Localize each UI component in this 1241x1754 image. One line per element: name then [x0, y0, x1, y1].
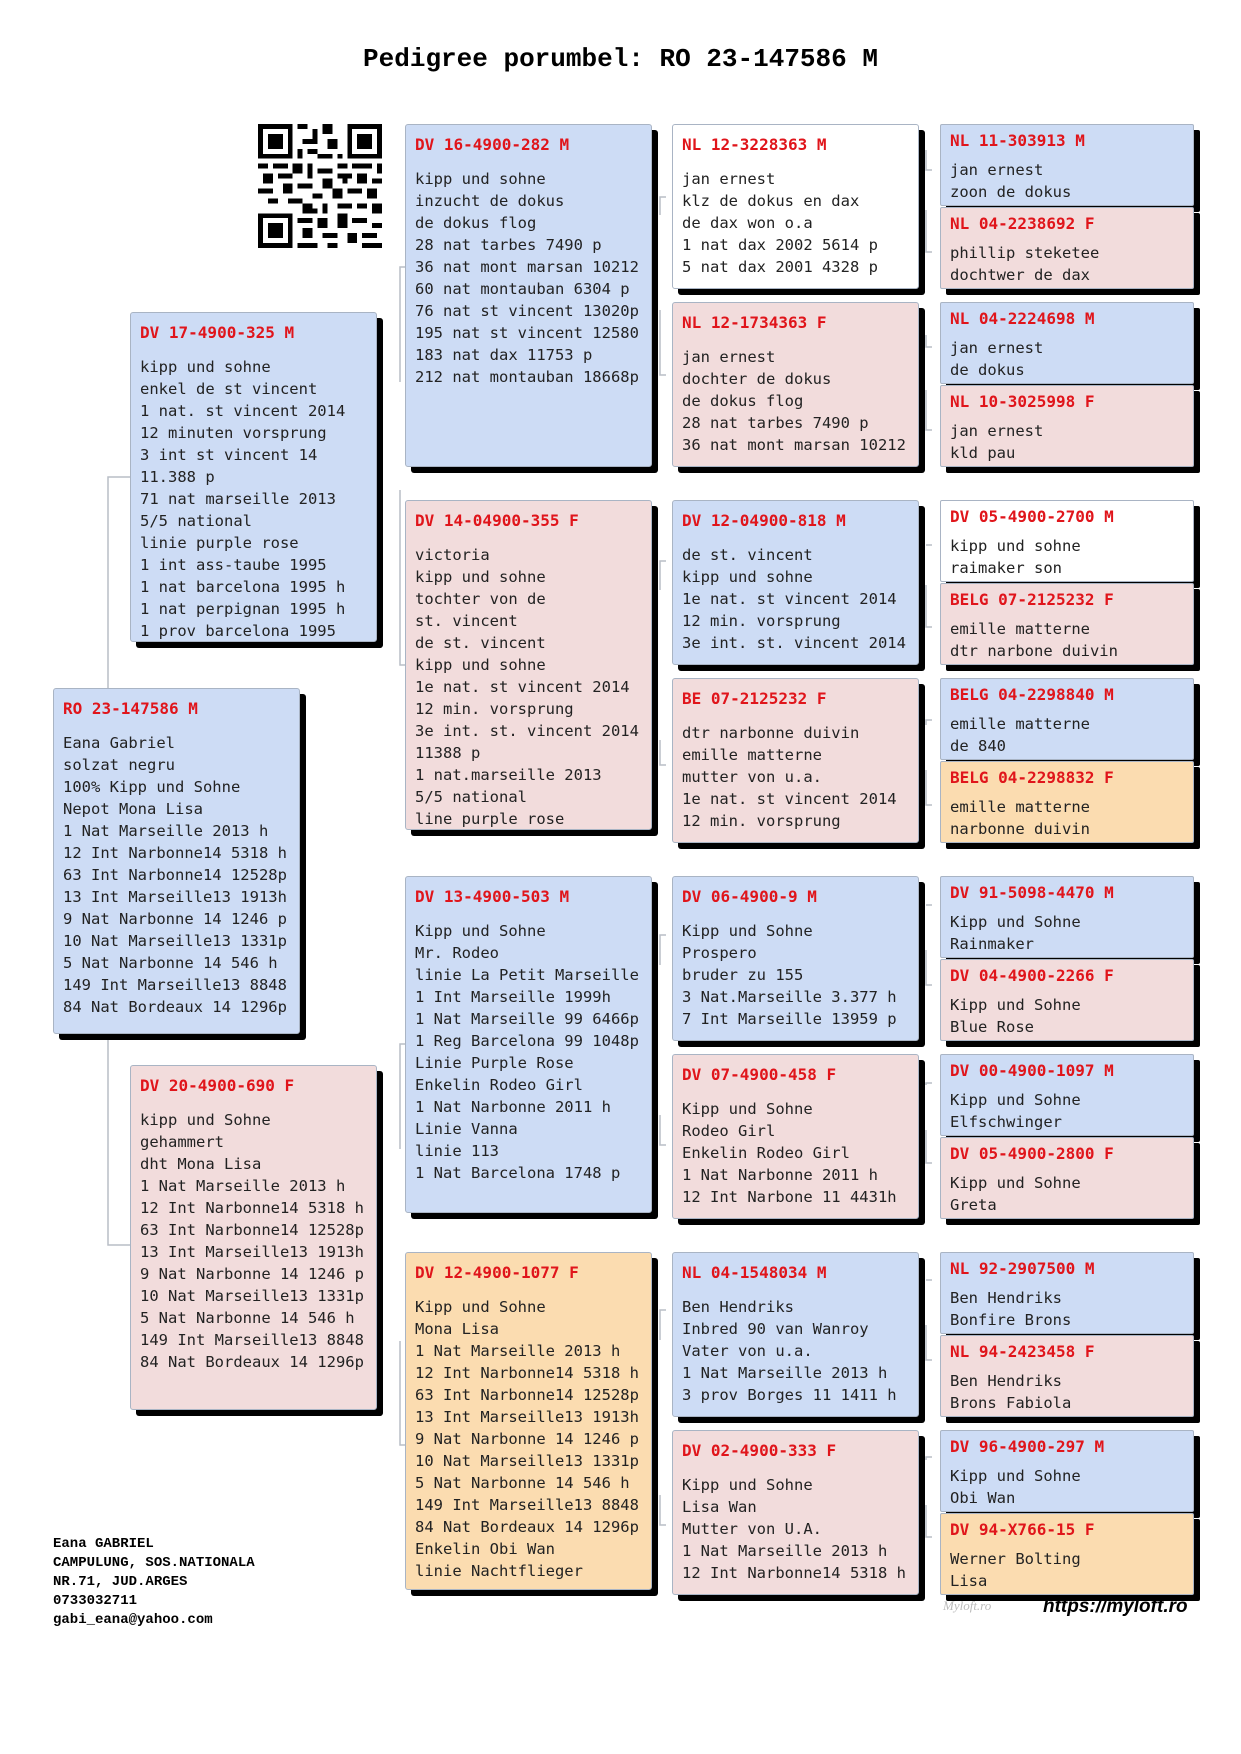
note-line: Enkelin Obi Wan [415, 1540, 555, 1558]
note-line: 1 nat perpignan 1995 h [140, 600, 346, 618]
note-line: dochtwer de dax [950, 266, 1090, 284]
note-line: linie La Petit Marseille [415, 966, 639, 984]
note-line: 10 Nat Marseille13 1331p [63, 932, 287, 950]
note-line: bruder zu 155 [682, 966, 804, 984]
note-line: 1 Nat Narbonne 2011 h [682, 1166, 878, 1184]
ring-number: DV 16-4900-282 M [415, 135, 570, 154]
pigeon-notes [682, 722, 914, 832]
subject-pigeon-card[interactable] [53, 688, 300, 1034]
note-line: 195 nat st vincent 12580 [415, 324, 639, 342]
ring-number: BELG 04-2298832 F [950, 768, 1114, 787]
note-line: 5 Nat Narbonne 14 546 h [140, 1309, 355, 1327]
note-line: emille matterne [950, 798, 1090, 816]
owner-address-line-1: CAMPULUNG, SOS.NATIONALA [53, 1555, 255, 1571]
note-line: 1 prov barcelona 1995 [140, 622, 336, 640]
note-line: Mutter von U.A. [682, 1520, 822, 1538]
page-title: Pedigree porumbel: RO 23-147586 M [363, 44, 878, 74]
note-line: 1 Nat Barcelona 1748 p [415, 1164, 621, 1182]
note-line: linie purple rose [140, 534, 299, 552]
note-line: Kipp und Sohne [950, 1174, 1081, 1192]
note-line: kipp und sohne [415, 656, 546, 674]
note-line: 28 nat tarbes 7490 p [682, 414, 869, 432]
note-line: 3 Nat.Marseille 3.377 h [682, 988, 897, 1006]
note-line: 5 Nat Narbonne 14 546 h [415, 1474, 630, 1492]
note-line: Lisa Wan [682, 1498, 757, 1516]
dam-card[interactable] [130, 1065, 377, 1410]
note-line: 76 nat st vincent 13020p [415, 302, 639, 320]
pigeon-notes [950, 1548, 1189, 1592]
pigeon-notes [950, 420, 1189, 464]
gggp-card-9[interactable] [940, 876, 1194, 958]
note-line: 1e nat. st vincent 2014 [682, 790, 897, 808]
note-line: Mona Lisa [415, 1320, 499, 1338]
ring-number: DV 06-4900-9 M [682, 887, 817, 906]
note-line: 1 nat dax 2002 5614 p [682, 236, 878, 254]
note-line: phillip steketee [950, 244, 1100, 262]
ring-number: DV 02-4900-333 F [682, 1441, 837, 1460]
note-line: Eana Gabriel [63, 734, 175, 752]
note-line: 36 nat mont marsan 10212 [682, 436, 906, 454]
note-line: Ben Hendriks [682, 1298, 794, 1316]
pigeon-notes [950, 911, 1189, 955]
note-line: Vater von u.a. [682, 1342, 813, 1360]
ring-number: BELG 07-2125232 F [950, 590, 1114, 609]
note-line: 1 int ass-taube 1995 [140, 556, 327, 574]
note-line: 12 Int Narbonne14 5318 h [415, 1364, 639, 1382]
note-line: Ben Hendriks [950, 1372, 1062, 1390]
sire-card[interactable] [130, 312, 377, 642]
note-line: Elfschwinger [950, 1113, 1062, 1131]
note-line: Enkelin Rodeo Girl [682, 1144, 850, 1162]
note-line: 1 nat. st vincent 2014 [140, 402, 346, 420]
note-line: 3 int st vincent 14 [140, 446, 318, 464]
note-line: 1 nat.marseille 2013 [415, 766, 602, 784]
note-line: kld pau [950, 444, 1016, 462]
note-line: jan ernest [950, 422, 1044, 440]
note-line: linie Nachtflieger [415, 1562, 583, 1580]
note-line: 1e nat. st vincent 2014 [682, 590, 897, 608]
note-line: enkel de st vincent [140, 380, 318, 398]
ggp-card-1[interactable] [672, 124, 919, 289]
note-line: 1 Reg Barcelona 99 1048p [415, 1032, 639, 1050]
owner-address-line-2: NR.71, JUD.ARGES [53, 1574, 188, 1590]
note-line: jan ernest [682, 170, 776, 188]
pigeon-notes [950, 1287, 1189, 1331]
note-line: 5 nat dax 2001 4328 p [682, 258, 878, 276]
pigeon-notes [63, 732, 295, 1018]
gggp-card-10[interactable] [940, 959, 1194, 1041]
ring-number: BELG 04-2298840 M [950, 685, 1114, 704]
note-line: kipp und sohne [415, 568, 546, 586]
note-line: linie 113 [415, 1142, 499, 1160]
note-line: Kipp und Sohne [950, 913, 1081, 931]
note-line: Kipp und Sohne [950, 1467, 1081, 1485]
owner-phone: 0733032711 [53, 1593, 138, 1609]
pigeon-notes [415, 544, 647, 830]
ggp-card-3[interactable] [672, 500, 919, 665]
note-line: de dokus flog [415, 214, 537, 232]
gggp-card-11[interactable] [940, 1054, 1194, 1136]
pigeon-notes [415, 168, 647, 388]
note-line: de dokus flog [682, 392, 804, 410]
note-line: 63 Int Narbonne14 12528p [63, 866, 287, 884]
ring-number: NL 10-3025998 F [950, 392, 1095, 411]
note-line: 84 Nat Bordeaux 14 1296p [415, 1518, 639, 1536]
note-line: st. vincent [415, 612, 518, 630]
note-line: 1 Nat Marseille 99 6466p [415, 1010, 639, 1028]
ggp-card-4[interactable] [672, 678, 919, 843]
ring-number: DV 20-4900-690 F [140, 1076, 295, 1095]
dam-dam-card[interactable] [405, 1252, 652, 1590]
pigeon-notes [682, 920, 914, 1030]
ring-number: DV 12-4900-1077 F [415, 1263, 579, 1282]
gggp-card-3[interactable] [940, 302, 1194, 384]
note-line: jan ernest [950, 161, 1044, 179]
ring-number: DV 17-4900-325 M [140, 323, 295, 342]
note-line: 11.388 p [140, 468, 215, 486]
note-line: 13 Int Marseille13 1913h [415, 1408, 639, 1426]
note-line: Rainmaker [950, 935, 1034, 953]
pigeon-notes [415, 1296, 647, 1582]
note-line: 12 min. vorsprung [415, 700, 574, 718]
note-line: 10 Nat Marseille13 1331p [140, 1287, 364, 1305]
pigeon-notes [950, 713, 1189, 757]
pigeon-notes [140, 1109, 372, 1373]
ring-number: NL 12-3228363 M [682, 135, 827, 154]
note-line: jan ernest [682, 348, 776, 366]
note-line: 84 Nat Bordeaux 14 1296p [140, 1353, 364, 1371]
note-line: Kipp und Sohne [415, 922, 546, 940]
note-line: Lisa [950, 1572, 988, 1590]
note-line: 12 min. vorsprung [682, 612, 841, 630]
note-line: 9 Nat Narbonne 14 1246 p [63, 910, 287, 928]
note-line: 5 Nat Narbonne 14 546 h [63, 954, 278, 972]
ggp-card-6[interactable] [672, 1054, 919, 1219]
ggp-card-7[interactable] [672, 1252, 919, 1417]
note-line: 84 Nat Bordeaux 14 1296p [63, 998, 287, 1016]
ring-number: DV 94-X766-15 F [950, 1520, 1095, 1539]
note-line: 1 Int Marseille 1999h [415, 988, 611, 1006]
ring-number: DV 07-4900-458 F [682, 1065, 837, 1084]
note-line: 60 nat montauban 6304 p [415, 280, 630, 298]
note-line: 1 Nat Marseille 2013 h [415, 1342, 621, 1360]
gggp-card-8[interactable] [940, 761, 1194, 843]
note-line: jan ernest [950, 339, 1044, 357]
note-line: 1 Nat Marseille 2013 h [63, 822, 269, 840]
note-line: solzat negru [63, 756, 175, 774]
gggp-card-2[interactable] [940, 207, 1194, 289]
note-line: mutter von u.a. [682, 768, 822, 786]
ring-number: DV 05-4900-2800 F [950, 1144, 1114, 1163]
gggp-card-14[interactable] [940, 1335, 1194, 1417]
note-line: 12 Int Narbonne14 5318 h [63, 844, 287, 862]
ring-number: DV 96-4900-297 M [950, 1437, 1105, 1456]
note-line: Kipp und Sohne [682, 1476, 813, 1494]
note-line: 149 Int Marseille13 8848 [415, 1496, 639, 1514]
ring-number: NL 04-2238692 F [950, 214, 1095, 233]
ring-number: DV 13-4900-503 M [415, 887, 570, 906]
gggp-card-7[interactable] [940, 678, 1194, 760]
note-line: 28 nat tarbes 7490 p [415, 236, 602, 254]
ggp-card-2[interactable] [672, 302, 919, 467]
note-line: 12 Int Narbonne14 5318 h [682, 1564, 906, 1582]
pigeon-notes [415, 920, 647, 1184]
note-line: inzucht de dokus [415, 192, 565, 210]
note-line: gehammert [140, 1133, 224, 1151]
note-line: dtr narbone duivin [950, 642, 1118, 660]
pigeon-notes [950, 337, 1189, 381]
pigeon-notes [950, 796, 1189, 840]
note-line: 9 Nat Narbonne 14 1246 p [140, 1265, 364, 1283]
note-line: 12 min. vorsprung [682, 812, 841, 830]
sire-dam-card[interactable] [405, 500, 652, 830]
note-line: kipp und sohne [415, 170, 546, 188]
ring-number: DV 04-4900-2266 F [950, 966, 1114, 985]
ring-number: DV 05-4900-2700 M [950, 507, 1114, 526]
ring-number: DV 91-5098-4470 M [950, 883, 1114, 902]
note-line: 10 Nat Marseille13 1331p [415, 1452, 639, 1470]
note-line: Ben Hendriks [950, 1289, 1062, 1307]
note-line: de 840 [950, 737, 1006, 755]
note-line: 1 Nat Marseille 2013 h [682, 1542, 888, 1560]
pigeon-notes [950, 1465, 1189, 1509]
note-line: Bonfire Brons [950, 1311, 1072, 1329]
gggp-card-16[interactable] [940, 1513, 1194, 1595]
note-line: kipp und sohne [682, 568, 813, 586]
note-line: 12 minuten vorsprung [140, 424, 327, 442]
note-line: Linie Purple Rose [415, 1054, 574, 1072]
note-line: 9 Nat Narbonne 14 1246 p [415, 1430, 639, 1448]
note-line: emille matterne [950, 715, 1090, 733]
note-line: kipp und Sohne [140, 1111, 271, 1129]
gggp-card-6[interactable] [940, 583, 1194, 665]
myloft-logo: Myloft.ro [943, 1598, 992, 1613]
pigeon-notes [950, 994, 1189, 1038]
note-line: Kipp und Sohne [682, 922, 813, 940]
pigeon-notes [682, 1474, 914, 1584]
note-line: dht Mona Lisa [140, 1155, 262, 1173]
note-line: 1 Nat Marseille 2013 h [682, 1364, 888, 1382]
note-line: 13 Int Marseille13 1913h [140, 1243, 364, 1261]
pigeon-notes [682, 1296, 914, 1406]
ring-number: NL 12-1734363 F [682, 313, 827, 332]
gggp-card-4[interactable] [940, 385, 1194, 467]
gggp-card-15[interactable] [940, 1430, 1194, 1512]
website-link[interactable]: https://myloft.ro [1043, 1596, 1188, 1617]
note-line: 11388 p [415, 744, 481, 762]
gggp-card-5[interactable] [940, 500, 1194, 582]
ggp-card-8[interactable] [672, 1430, 919, 1595]
note-line: de dokus [950, 361, 1025, 379]
note-line: kipp und sohne [140, 358, 271, 376]
note-line: zoon de dokus [950, 183, 1072, 201]
pigeon-notes [950, 242, 1189, 286]
note-line: Rodeo Girl [682, 1122, 776, 1140]
note-line: 149 Int Marseille13 8848 [63, 976, 287, 994]
note-line: Enkelin Rodeo Girl [415, 1076, 583, 1094]
note-line: 63 Int Narbonne14 12528p [140, 1221, 364, 1239]
note-line: 5/5 national [415, 788, 527, 806]
pigeon-notes [950, 159, 1189, 203]
ggp-card-5[interactable] [672, 876, 919, 1041]
ring-number: NL 04-2224698 M [950, 309, 1095, 328]
note-line: de st. vincent [415, 634, 546, 652]
qr-code [258, 124, 382, 248]
note-line: 1 Nat Marseille 2013 h [140, 1177, 346, 1195]
note-line: Blue Rose [950, 1018, 1034, 1036]
note-line: emille matterne [950, 620, 1090, 638]
note-line: Nepot Mona Lisa [63, 800, 203, 818]
note-line: 3e int. st. vincent 2014 [682, 634, 906, 652]
note-line: de st. vincent [682, 546, 813, 564]
note-line: 183 nat dax 11753 p [415, 346, 593, 364]
owner-name: Eana GABRIEL [53, 1536, 154, 1552]
note-line: 212 nat montauban 18668p [415, 368, 639, 386]
ring-number: NL 92-2907500 M [950, 1259, 1095, 1278]
note-line: 3 prov Borges 11 1411 h [682, 1386, 897, 1404]
pigeon-notes [950, 1370, 1189, 1414]
ring-number: NL 04-1548034 M [682, 1263, 827, 1282]
owner-info [53, 1535, 255, 1630]
gggp-card-1[interactable] [940, 124, 1194, 206]
note-line: 3e int. st. vincent 2014 [415, 722, 639, 740]
note-line: 36 nat mont marsan 10212 [415, 258, 639, 276]
note-line: Greta [950, 1196, 997, 1214]
pigeon-notes [682, 1098, 914, 1208]
note-line: emille matterne [682, 746, 822, 764]
pigeon-notes [682, 544, 914, 654]
note-line: 1 nat barcelona 1995 h [140, 578, 346, 596]
note-line: Mr. Rodeo [415, 944, 499, 962]
note-line: 100% Kipp und Sohne [63, 778, 241, 796]
gggp-card-12[interactable] [940, 1137, 1194, 1219]
note-line: Kipp und Sohne [950, 996, 1081, 1014]
note-line: Prospero [682, 944, 757, 962]
pigeon-notes [682, 346, 914, 456]
note-line: 71 nat marseille 2013 [140, 490, 336, 508]
note-line: de dax won o.a [682, 214, 813, 232]
owner-email[interactable]: gabi_eana@yahoo.com [53, 1612, 213, 1628]
note-line: dtr narbonne duivin [682, 724, 860, 742]
ring-number: NL 94-2423458 F [950, 1342, 1095, 1361]
ring-number: RO 23-147586 M [63, 699, 198, 718]
dam-sire-card[interactable] [405, 876, 652, 1213]
pigeon-notes [682, 168, 914, 278]
ring-number: DV 00-4900-1097 M [950, 1061, 1114, 1080]
pigeon-notes [950, 1172, 1189, 1216]
note-line: Kipp und Sohne [415, 1298, 546, 1316]
note-line: dochter de dokus [682, 370, 832, 388]
pigeon-notes [950, 618, 1189, 662]
pigeon-notes [950, 1089, 1189, 1133]
note-line: kipp und sohne [950, 537, 1081, 555]
ring-number: DV 12-04900-818 M [682, 511, 846, 530]
note-line: line purple rose [415, 810, 565, 828]
note-line: Kipp und Sohne [950, 1091, 1081, 1109]
note-line: 63 Int Narbonne14 12528p [415, 1386, 639, 1404]
note-line: Kipp und Sohne [682, 1100, 813, 1118]
note-line: Werner Bolting [950, 1550, 1081, 1568]
pigeon-notes [140, 356, 372, 642]
note-line: 13 Int Marseille13 1913h [63, 888, 287, 906]
sire-sire-card[interactable] [405, 124, 652, 467]
note-line: 5/5 national [140, 512, 252, 530]
note-line: Obi Wan [950, 1489, 1016, 1507]
gggp-card-13[interactable] [940, 1252, 1194, 1334]
note-line: victoria [415, 546, 490, 564]
note-line: 12 Int Narbonne14 5318 h [140, 1199, 364, 1217]
ring-number: BE 07-2125232 F [682, 689, 827, 708]
note-line: 1 Nat Narbonne 2011 h [415, 1098, 611, 1116]
note-line: Inbred 90 van Wanroy [682, 1320, 869, 1338]
note-line: Linie Vanna [415, 1120, 518, 1138]
note-line: 149 Int Marseille13 8848 [140, 1331, 364, 1349]
note-line: narbonne duivin [950, 820, 1090, 838]
note-line: klz de dokus en dax [682, 192, 860, 210]
note-line: 1e nat. st vincent 2014 [415, 678, 630, 696]
note-line: raimaker son [950, 559, 1062, 577]
note-line: tochter von de [415, 590, 546, 608]
note-line: 7 Int Marseille 13959 p [682, 1010, 897, 1028]
note-line: 12 Int Narbone 11 4431h [682, 1188, 897, 1206]
ring-number: DV 14-04900-355 F [415, 511, 579, 530]
pigeon-notes [950, 535, 1189, 579]
ring-number: NL 11-303913 M [950, 131, 1085, 150]
note-line: Brons Fabiola [950, 1394, 1072, 1412]
